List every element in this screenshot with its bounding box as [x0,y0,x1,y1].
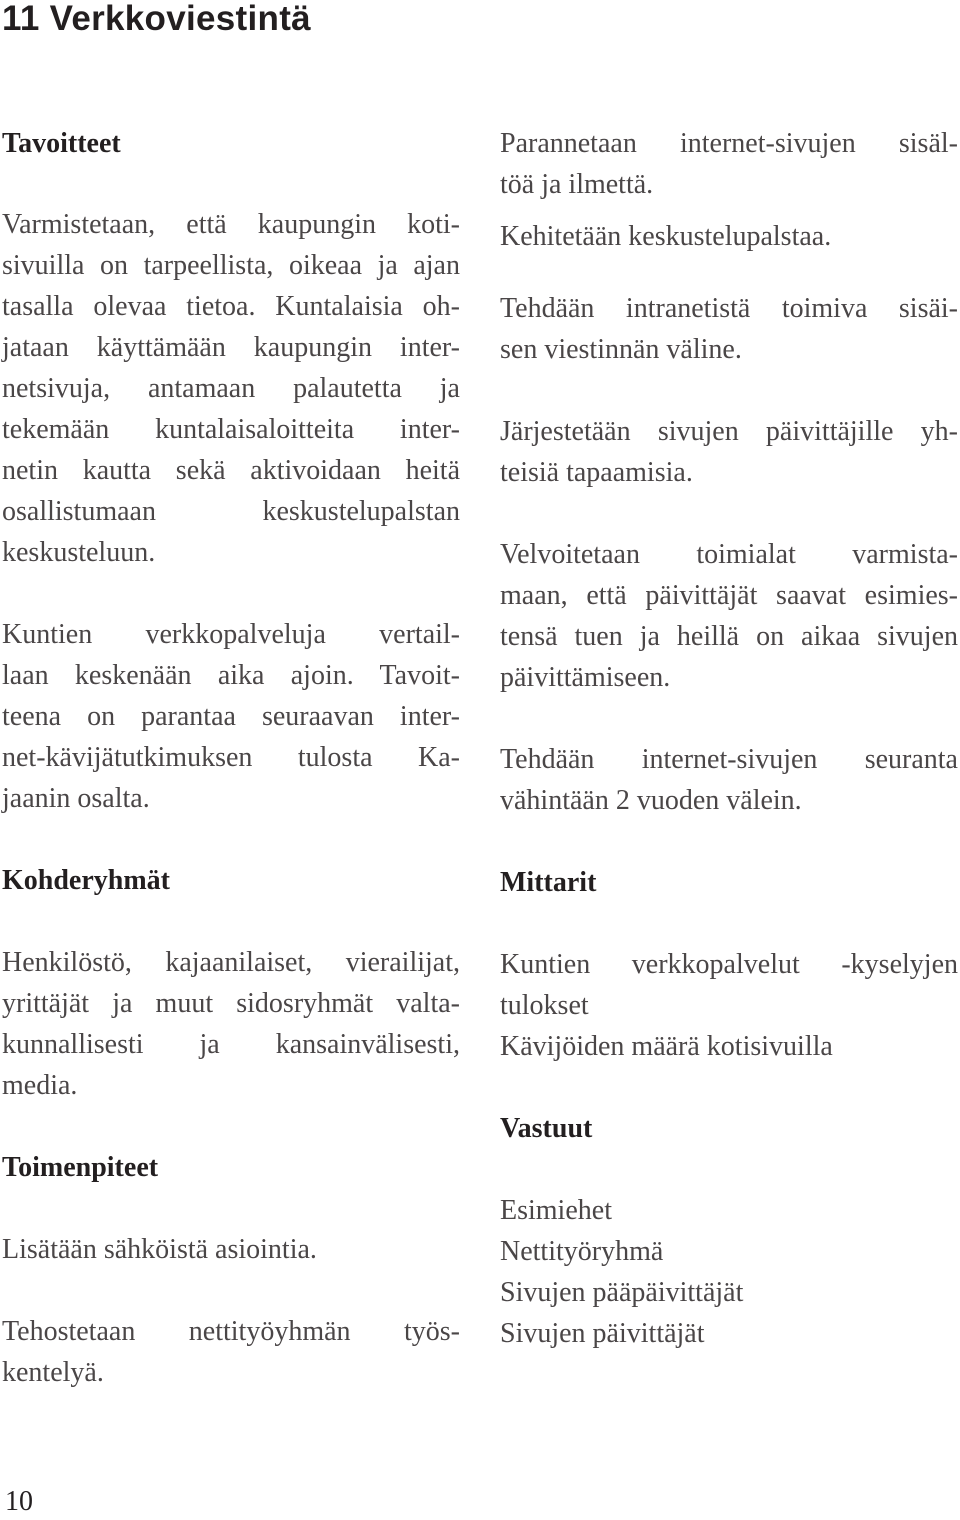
text-line: jataan käyttämään kaupungin inter- [2,332,460,363]
list-item: Nettityöryhmä [500,1236,664,1267]
text-line: Henkilöstö, kajaanilaiset, vierailijat, [2,947,460,978]
toimenpiteet-paragraph-2 [2,1311,460,1393]
list-item: Esimiehet [500,1195,612,1226]
heading-toimenpiteet: Toimenpiteet [2,1152,159,1183]
text-line: tasalla olevaa tietoa. Kuntalaisia oh- [2,291,460,322]
text-line: kentelyä. [2,1357,104,1388]
list-item: tulokset [500,990,589,1021]
heading-kohderyhmat: Kohderyhmät [2,865,170,896]
page-number: 10 [5,1486,33,1517]
text-line: Velvoitetaan toimialat varmista- [500,539,958,570]
toimenpiteet-cont-paragraph-1 [500,123,958,205]
text-line: sivuilla on tarpeellista, oikeaa ja ajan [2,250,460,281]
toimenpiteet-cont-paragraph-5 [500,534,958,698]
text-line: media. [2,1070,78,1101]
list-item: Kävijöiden määrä kotisivuilla [500,1031,833,1062]
mittarit-list [500,944,958,1067]
vastuut-list [500,1190,958,1354]
text-line: tekemään kuntalaisaloitteita inter- [2,414,460,445]
left-column [2,123,460,1393]
tavoitteet-paragraph-1 [2,204,460,573]
text-line: vähintään 2 vuoden välein. [500,785,802,816]
text-line: Tehdään internet-sivujen seuranta [500,744,958,775]
text-line: Kuntien verkkopalveluja vertail- [2,619,460,650]
text-line: jaanin osalta. [2,783,150,814]
toimenpiteet-paragraph-1 [2,1229,460,1270]
text-line: kunnallisesti ja kansainvälisesti, [2,1029,460,1060]
toimenpiteet-cont-paragraph-4 [500,411,958,493]
tavoitteet-paragraph-2 [2,614,460,819]
toimenpiteet-cont-paragraph-2 [500,216,958,257]
text-line: sen viestinnän väline. [500,334,742,365]
heading-tavoitteet: Tavoitteet [2,128,121,159]
text-line: laan keskenään aika ajoin. Tavoit- [2,660,460,691]
text-line: Parannetaan internet-sivujen sisäl- [500,128,958,159]
list-item: Sivujen päivittäjät [500,1318,705,1349]
right-column [500,123,958,1354]
text-line: netsivuja, antamaan palautetta ja [2,373,460,404]
kohderyhmat-paragraph [2,942,460,1106]
text-line: yrittäjät ja muut sidosryhmät valta- [2,988,460,1019]
toimenpiteet-cont-paragraph-6 [500,739,958,821]
text-line: teisiä tapaamisia. [500,457,693,488]
text-line: Lisätään sähköistä asiointia. [2,1234,317,1265]
text-line: päivittämiseen. [500,662,671,693]
text-line: netin kautta sekä aktivoidaan heitä [2,455,460,486]
heading-vastuut: Vastuut [500,1113,593,1144]
text-line: Varmistetaan, että kaupungin koti- [2,209,460,240]
text-line: maan, että päivittäjät saavat esimies- [500,580,958,611]
list-item: Sivujen pääpäivittäjät [500,1277,744,1308]
text-line: osallistumaan keskustelupalstan [2,496,460,527]
text-line: keskusteluun. [2,537,156,568]
page-title: 11 Verkkoviestintä [2,0,311,38]
text-line: tensä tuen ja heillä on aikaa sivujen [500,621,958,652]
toimenpiteet-cont-paragraph-3 [500,288,958,370]
text-line: teena on parantaa seuraavan inter- [2,701,460,732]
heading-mittarit: Mittarit [500,867,597,898]
text-line: Tehdään intranetistä toimiva sisäi- [500,293,958,324]
text-line: net-kävijätutkimuksen tulosta Ka- [2,742,460,773]
text-line: Kehitetään keskustelupalstaa. [500,221,832,252]
list-item: Kuntien verkkopalvelut -kyselyjen [500,949,958,980]
text-line: Tehostetaan nettityöyhmän työs- [2,1316,460,1347]
text-line: Järjestetään sivujen päivittäjille yh- [500,416,958,447]
text-line: töä ja ilmettä. [500,169,654,200]
